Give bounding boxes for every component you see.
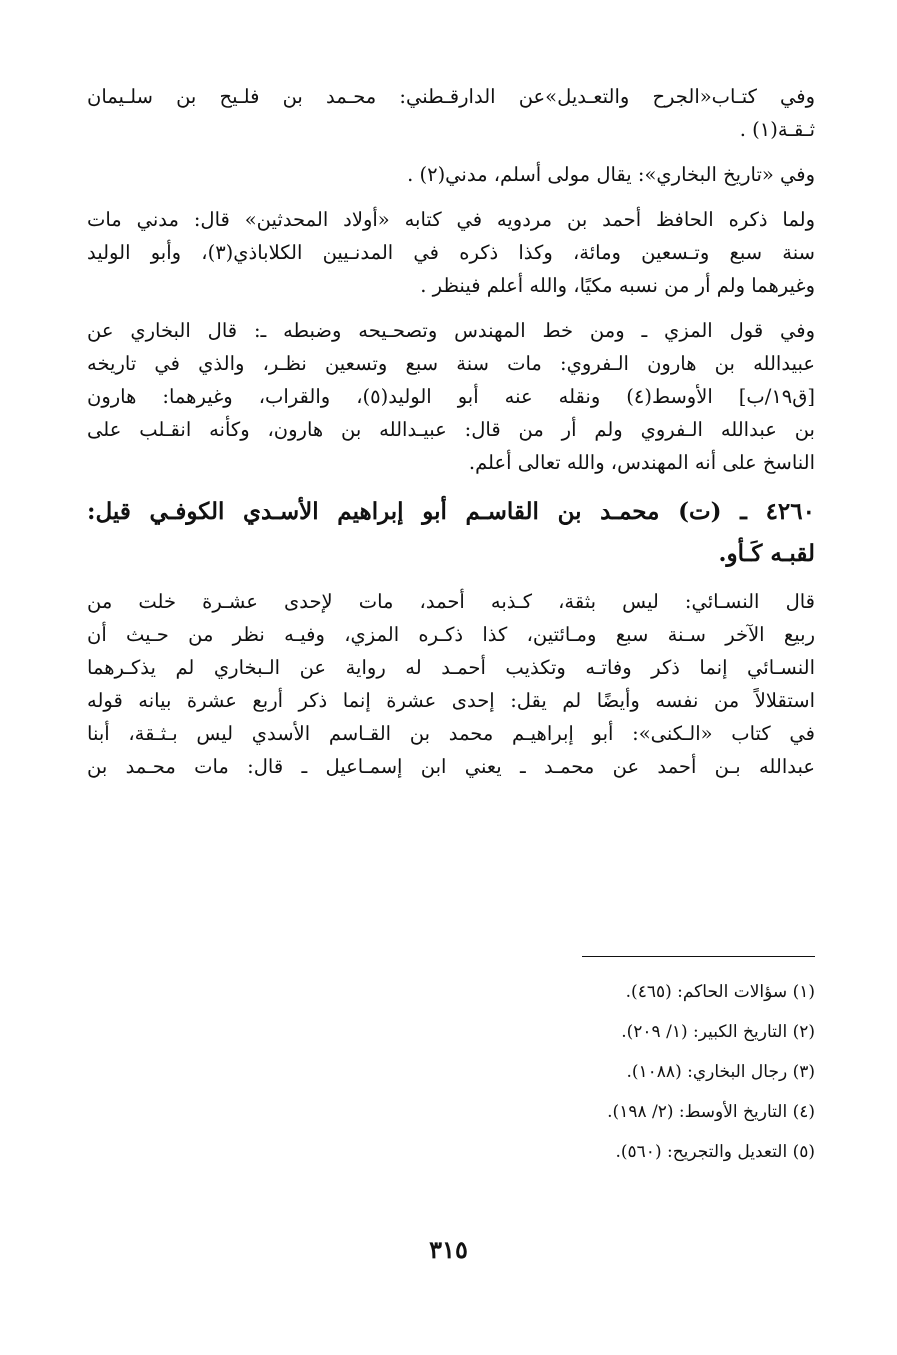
footnote-item: (٤) التاريخ الأوسط: (٢/ ١٩٨). bbox=[607, 1102, 815, 1122]
footnote-item: (٢) التاريخ الكبير: (١/ ٢٠٩). bbox=[621, 1022, 815, 1042]
text-line: وفي قول المزي ـ ومن خط المهندس وتصحـيحه وضبطه ـ: قال البخاري عن bbox=[87, 319, 815, 342]
footnote-item: (٣) رجال البخاري: (١٠٨٨). bbox=[626, 1062, 815, 1082]
text-line: عبدالله بـن أحمد عن محمـد ـ يعني ابن إسمـاعيل ـ قال: مات محـمد بن bbox=[87, 755, 815, 778]
heading-line: ٤٢٦٠ ـ (ت) محمـد بن القاسـم أبو إبراهيم الأسـدي الكوفـي قيل: bbox=[87, 498, 815, 525]
text-line: بن عبدالله الـفروي ولم أر من قال: عبيـدالله بن هارون، وكأنه انقـلب على bbox=[87, 418, 815, 441]
entry-heading bbox=[87, 491, 815, 575]
text-line: قال النسـائي: ليس بثقة، كـذبه أحمد، مات لإحدى عشـرة خلت من bbox=[87, 590, 815, 613]
text-line: وفي كتـاب«الجرح والتعـديل»عن الدارقـطني: محـمد بن فلـيح بن سلـيمان bbox=[87, 85, 815, 108]
footnote-item: (٥) التعديل والتجريح: (٥٦٠). bbox=[615, 1142, 815, 1162]
footnotes bbox=[87, 972, 815, 1172]
text-line: النسـائي إنما ذكر وفاتـه وتكذيب أحمـد له رواية عن الـبخاري لم يذكـرهما bbox=[87, 656, 816, 679]
footnote-item: (١) سؤالات الحاكم: (٤٦٥). bbox=[625, 982, 815, 1002]
text-line: الناسخ على أنه المهندس، والله تعالى أعلم. bbox=[468, 451, 815, 474]
paragraph-jarh-tadil bbox=[87, 80, 815, 146]
paragraph-mizzi bbox=[87, 314, 815, 479]
text-line: ثـقـة(١) . bbox=[739, 118, 815, 141]
text-line: ربيع الآخر سـنة سبع ومـائتين، كذا ذكـره المزي، وفيـه نظر من حـيث أن bbox=[87, 623, 815, 646]
paragraph-tarikh-bukhari bbox=[87, 158, 815, 191]
text-line: في كتاب «الـكنى»: أبو إبراهيـم محمد بن القـاسم الأسدي ليس بـثـقة، أبنا bbox=[87, 722, 815, 745]
text-line: وغيرهما ولم أر من نسبه مكيًا، والله أعلم فينظر . bbox=[420, 274, 815, 297]
text-line: وفي «تاريخ البخاري»: يقال مولى أسلم، مدني(٢) . bbox=[407, 163, 815, 186]
entry-paragraph bbox=[87, 585, 815, 783]
paragraph-ibn-mardawayh bbox=[87, 203, 815, 302]
footnote-divider bbox=[582, 956, 815, 957]
main-text bbox=[87, 80, 815, 795]
text-line: ولما ذكره الحافظ أحمد بن مردويه في كتابه «أولاد المحدثين» قال: مدني مات bbox=[87, 208, 815, 231]
page-number: ٣١٥ bbox=[429, 1235, 468, 1264]
text-line: عبيدالله بن هارون الـفروي: مات سنة سبع وتسعين نظـر، والذي في تاريخه bbox=[87, 352, 815, 375]
heading-line: لقبـه كَـأو. bbox=[718, 540, 815, 567]
text-line: سنة سبع وتـسعين ومائة، وكذا ذكره في المدنـيين الكلاباذي(٣)، وأبو الوليد bbox=[87, 241, 815, 264]
text-line: [ق١٩/ب] الأوسط(٤) ونقله عنه أبو الوليد(٥)، والقراب، وغيرهما: هارون bbox=[87, 385, 816, 408]
text-line: استقلالاً من نفسه وأيضًا لم يقل: إحدى عشرة إنما ذكر أربع عشرة بيانه قوله bbox=[87, 689, 815, 712]
